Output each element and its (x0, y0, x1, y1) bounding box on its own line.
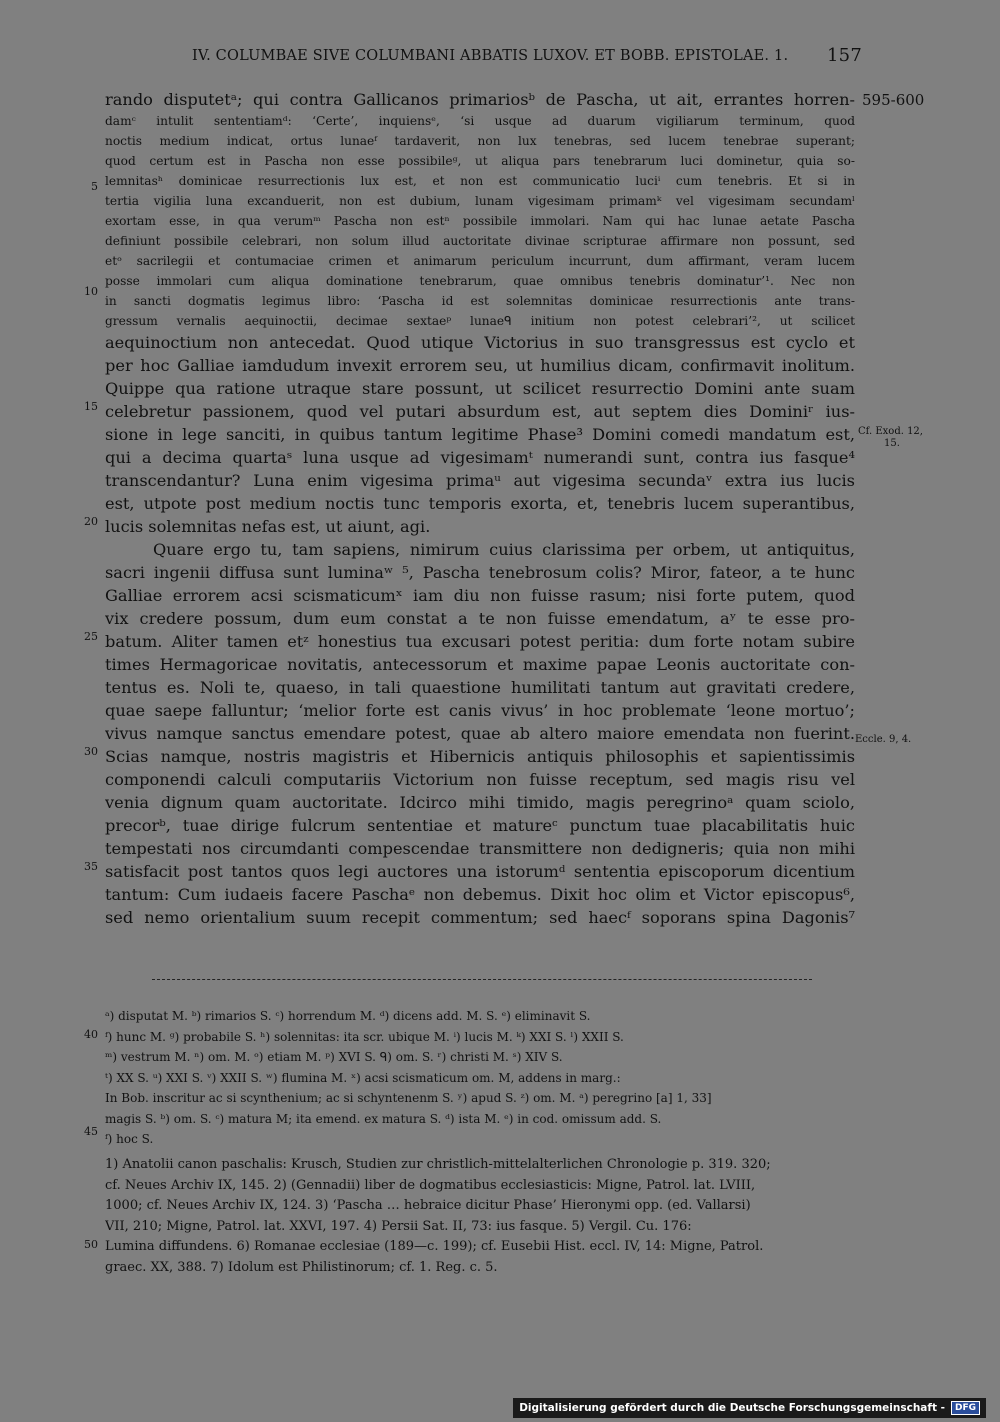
text-line: tentus es. Noli te, quaeso, in tali quaestione humilitati tantum aut gravitati credere, (105, 678, 855, 697)
text-line: precorᵇ, tuae dirige fulcrum sententiae et matureᶜ punctum tuae placabilitatis huic (105, 816, 855, 835)
text-line: batum. Aliter tamen etᶻ honestius tua excusari potest peritia: dum forte notam subire (105, 632, 855, 651)
line-number: 20 (84, 515, 98, 528)
digitization-footer (513, 1398, 986, 1418)
critical-apparatus (105, 1006, 853, 1150)
line-number: 45 (84, 1125, 98, 1138)
text-line: vix credere possum, dum eum constat a te non fuisse emendatum, aʸ te esse pro- (105, 609, 855, 628)
text-line (105, 929, 855, 952)
text-line: tempestati nos circumdanti compescendae transmittere non dedigneris; quia non mihi (105, 839, 855, 858)
line-number: 15 (84, 400, 98, 413)
text-line: est, utpote post medium noctis tunc temporis exorta, et, tenebris lucem superantibus, (105, 494, 855, 513)
side-note-exod: Cf. Exod. 12, (858, 426, 923, 437)
line-number: 30 (84, 745, 98, 758)
running-header (192, 45, 862, 66)
apparatus-line: ᵃ) disputat M. ᵇ) rimarios S. ᶜ) horrendum M. ᵈ) dicens add. M. S. ᵉ) eliminavit S. (105, 1009, 591, 1023)
text-line: per hoc Galliae iamdudum invexit errorem seu, ut humilius dicam, confirmavit inolitum. (105, 356, 855, 375)
line-number: 5 (91, 180, 98, 193)
text-line: lemnitasʰ dominicae resurrectionis lux est, et non est communicatio luciⁱ cum tenebris. Et si in (105, 174, 855, 188)
text-line: posse immolari cum aliqua dominatione tenebrarum, quae omnibus tenebris dominatur’¹. Nec non (105, 274, 855, 288)
text-line: tantum: Cum iudaeis facere Paschaᵉ non debemus. Dixit hoc olim et Victor episcopus⁶, (105, 885, 855, 904)
text-line: componendi calculi computariis Victorium non fuisse receptum, sed magis risu vel (105, 770, 855, 789)
line-number: 35 (84, 860, 98, 873)
text-line: satisfacit post tantos quos legi auctores una istorumᵈ sententia episcoporum dicentium (105, 862, 855, 881)
footnote-line: 1) Anatolii canon paschalis: Krusch, Studien zur christlich-mittelalterlichen Chronologie p. 319. 320; (105, 1157, 771, 1172)
running-title: IV. COLUMBAE SIVE COLUMBANI ABBATIS LUXOV. ET BOBB. EPISTOLAE. 1. (192, 48, 789, 64)
text-line: vivus namque sanctus emendare potest, quae ab altero maiore emendata non fuerint. (105, 724, 855, 743)
apparatus-line: ᵐ) vestrum M. ⁿ) om. M. ᵒ) etiam M. ᵖ) XVI S. ᑫ) om. S. ʳ) christi M. ˢ) XIV S. (105, 1050, 563, 1064)
text-line: tertia vigilia luna excanduerit, non est dubium, lunam vigesimam primamᵏ vel vigesimam secundamˡ (105, 194, 855, 208)
text-line: aequinoctium non antecedat. Quod utique Victorius in suo transgressus est cyclo et (105, 333, 855, 352)
text-line: times Hermagoricae novitatis, antecessorum et maxime papae Leonis auctoritate con- (105, 655, 855, 674)
footnote-line: graec. XX, 388. 7) Idolum est Philistinorum; cf. 1. Reg. c. 5. (105, 1259, 498, 1275)
text-line: lucis solemnitas nefas est, ut aiunt, agi. (105, 517, 431, 536)
apparatus-line: In Bob. inscritur ac si scynthenium; ac si schyntenenm S. ʸ) apud S. ᶻ) om. M. ᵃ) peregrino [a] 1, 33] (105, 1091, 712, 1105)
text-line: Scias namque, nostris magistris et Hibernicis antiquis philosophis et sapientissimis (105, 747, 855, 766)
dfg-logo: DFG (951, 1401, 980, 1415)
line-number: 25 (84, 630, 98, 643)
apparatus-line: ᵗ) XX S. ᵘ) XXI S. ᵛ) XXII S. ʷ) flumina M. ˣ) acsi scismaticum om. M, addens in marg.: (105, 1070, 621, 1085)
text-line: sione in lege sanciti, in quibus tantum legitime Phase³ Domini comedi mandatum est, (105, 425, 855, 444)
text-line: quod certum est in Pascha non esse possibileᵍ, ut aliqua pars tenebrarum luci dominetur, quia so- (105, 154, 855, 168)
line-number: 40 (84, 1028, 98, 1041)
page-number: 157 (827, 45, 862, 66)
footnote-line: 1000; cf. Neues Archiv IX, 124. 3) ‘Pascha … hebraice dicitur Phase’ Hieronymi opp. (ed. Vallarsi) (105, 1198, 751, 1213)
apparatus-line: ᶠ) hunc M. ᵍ) probabile S. ʰ) solennitas: ita scr. ubique M. ⁱ) lucis M. ᵏ) XXI S. ˡ) XXII S. (105, 1029, 624, 1044)
text-line: quae saepe falluntur; ‘melior forte est canis vivus’ in hoc problemate ‘leone mortuo’; (105, 701, 855, 720)
footnote-line: cf. Neues Archiv IX, 145. 2) (Gennadii) liber de dogmatibus ecclesiasticis: Migne, Patrol. lat. LVIII, (105, 1177, 756, 1193)
text-line: gressum vernalis aequinoctii, decimae sextaeᵖ lunaeᑫ initium non potest celebrari’², ut scilicet (105, 314, 855, 328)
text-line: etᵒ sacrilegii et contumaciae crimen et animarum periculum incurrunt, dum affirmant, veram lucem (105, 254, 855, 268)
text-line: sed nemo orientalium suum recepit commentum; sed haecᶠ soporans spina Dagonis⁷ (105, 908, 855, 927)
text-line: rando disputetᵃ; qui contra Gallicanos primariosᵇ de Pascha, ut ait, errantes horren- (105, 90, 855, 109)
apparatus-line: ᶠ) hoc S. (105, 1132, 154, 1146)
footnote-rule (152, 979, 812, 980)
text-line: exortam esse, in qua verumᵐ Pascha non estⁿ possibile immolari. Nam qui hac lunae aetate Pascha (105, 214, 855, 228)
main-text (105, 88, 855, 952)
line-number: 10 (84, 285, 98, 298)
margin-year: 595-600 (862, 91, 925, 109)
text-line: in sancti dogmatis legimus libro: ‘Pascha id est solemnitas dominicae resurrectionis ante trans- (105, 294, 855, 308)
side-note-exod-cont: 15. (884, 438, 900, 449)
footnotes (105, 1155, 853, 1278)
text-line: celebretur passionem, quod vel putari absurdum est, aut septem dies Dominiʳ ius- (105, 402, 855, 421)
footer-text: Digitalisierung gefördert durch die Deutsche Forschungsgemeinschaft - (519, 1402, 945, 1414)
text-line: Quippe qua ratione utraque stare possunt, ut scilicet resurrectio Domini ante suam (105, 379, 855, 398)
text-line: damᶜ intulit sententiamᵈ: ‘Certe’, inquiensᵉ, ‘si usque ad duarum vigiliarum terminum, quod (105, 114, 855, 128)
footnote-line: Lumina diffundens. 6) Romanae ecclesiae (189—c. 199); cf. Eusebii Hist. eccl. IV, 14: Migne, Patrol. (105, 1239, 764, 1254)
text-line: venia dignum quam auctoritate. Idcirco mihi timido, magis peregrinoᵃ quam sciolo, (105, 793, 855, 812)
text-line: transcendantur? Luna enim vigesima primaᵘ aut vigesima secundaᵛ extra ius lucis (105, 471, 855, 490)
line-number: 50 (84, 1238, 98, 1251)
text-line: qui a decima quartaˢ luna usque ad vigesimamᵗ numerandi sunt, contra ius fasque⁴ (105, 448, 855, 467)
text-line: Galliae errorem acsi scismaticumˣ iam diu non fuisse rasum; nisi forte putem, quod (105, 586, 855, 605)
text-line: noctis medium indicat, ortus lunaeᶠ tardaverit, non lux tenebras, sed lucem tenebrae superant; (105, 134, 855, 148)
text-line: Quare ergo tu, tam sapiens, nimirum cuius clarissima per orbem, ut antiquitus, (153, 540, 855, 559)
footnote-line: VII, 210; Migne, Patrol. lat. XXVI, 197. 4) Persii Sat. II, 73: ius fasque. 5) Vergil. Cu. 176: (105, 1218, 692, 1234)
side-note-eccle: Eccle. 9, 4. (855, 734, 912, 745)
text-line: sacri ingenii diffusa sunt luminaʷ ⁵, Pascha tenebrosum colis? Miror, fateor, a te hunc (105, 563, 855, 582)
text-line: definiunt possibile celebrari, non solum illud auctoritate divinae scripturae affirmare non possunt, sed (105, 234, 855, 248)
apparatus-line: magis S. ᵇ) om. S. ᶜ) matura M; ita emend. ex matura S. ᵈ) ista M. ᵉ) in cod. omissum add. S. (105, 1111, 662, 1126)
